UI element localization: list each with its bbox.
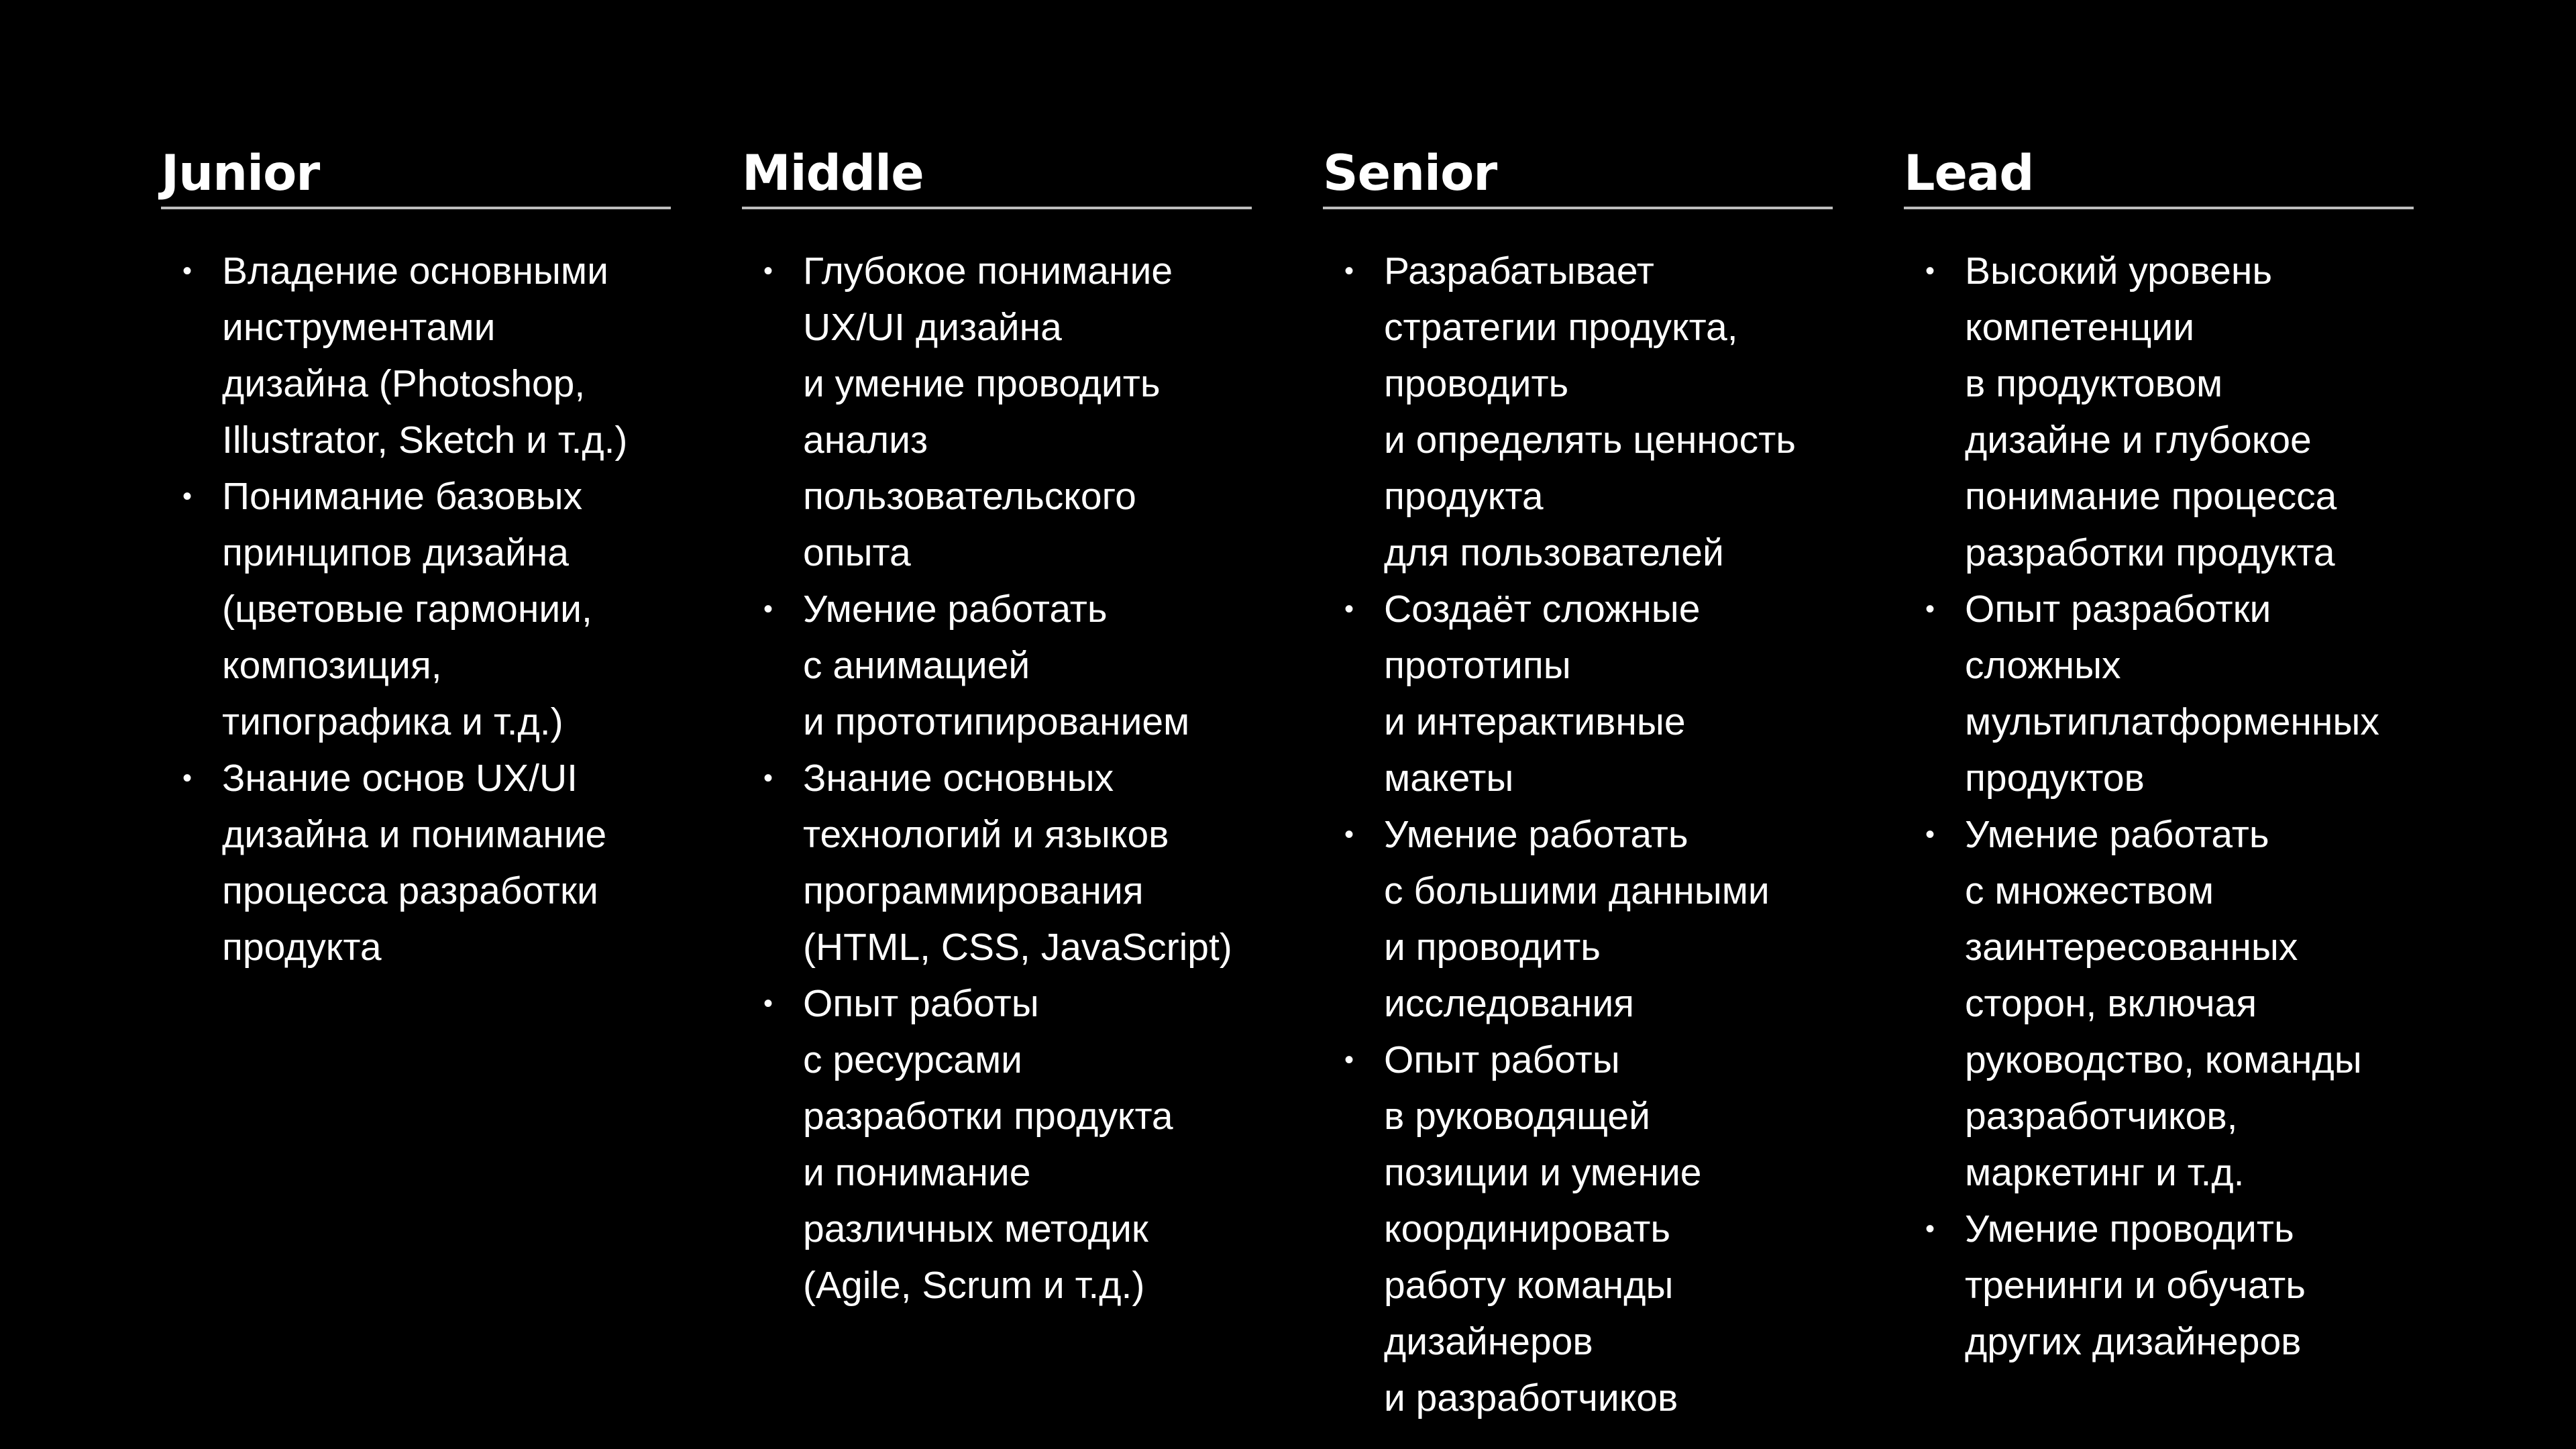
skill-text: Владение основными инструментами дизайна (Photoshop, Illustrator, Sketch и т.д.) bbox=[222, 250, 628, 462]
skill-text: Понимание базовых принципов дизайна (цветовые гармонии, композиция, типографика и т.д.) bbox=[222, 475, 592, 743]
bullet-icon: • bbox=[763, 256, 773, 286]
skill-text: Опыт работы с ресурсами разработки продукта и понимание различных методик (Agile, Scrum и т.д.) bbox=[803, 982, 1173, 1307]
bullet-icon: • bbox=[1344, 1045, 1354, 1075]
skill-item bbox=[742, 750, 1252, 975]
column-divider bbox=[1323, 207, 1833, 209]
skill-list-senior bbox=[1323, 243, 1833, 1426]
skill-item bbox=[742, 581, 1252, 750]
skill-text: Умение проводить тренинги и обучать других дизайнеров bbox=[1965, 1208, 2306, 1363]
column-title-senior: Senior bbox=[1323, 145, 1497, 202]
skill-text: Знание основных технологий и языков программирования (HTML, CSS, JavaScript) bbox=[803, 757, 1232, 969]
bullet-icon: • bbox=[763, 989, 773, 1018]
bullet-icon: • bbox=[1925, 256, 1935, 286]
skill-item bbox=[742, 243, 1252, 581]
bullet-icon: • bbox=[1344, 820, 1354, 849]
skill-text: Умение работать с анимацией и прототипированием bbox=[803, 588, 1190, 743]
bullet-icon: • bbox=[1344, 256, 1354, 286]
skill-item bbox=[1323, 243, 1833, 581]
skill-text: Создаёт сложные прототипы и интерактивные макеты bbox=[1384, 588, 1701, 800]
skill-item bbox=[161, 243, 671, 468]
skill-text: Опыт работы в руководящей позиции и умение координировать работу команды дизайнеров и разработчиков bbox=[1384, 1038, 1702, 1419]
column-lead bbox=[1904, 141, 2414, 1370]
column-divider bbox=[161, 207, 671, 209]
bullet-icon: • bbox=[182, 256, 193, 286]
skill-text: Разрабатывает стратегии продукта, проводить и определять ценность продукта для пользователей bbox=[1384, 250, 1796, 574]
skill-item bbox=[1904, 243, 2414, 581]
skill-list-middle bbox=[742, 243, 1252, 1313]
column-junior bbox=[161, 141, 671, 975]
skill-item bbox=[1904, 581, 2414, 806]
column-middle bbox=[742, 141, 1252, 1313]
skill-item bbox=[1904, 1201, 2414, 1370]
skill-text: Умение работать с множеством заинтересованных сторон, включая руководство, команды разработчиков, маркетинг и т.д. bbox=[1965, 813, 2362, 1194]
skill-item bbox=[742, 975, 1252, 1313]
skill-item bbox=[1904, 806, 2414, 1201]
bullet-icon: • bbox=[1925, 594, 1935, 624]
bullet-icon: • bbox=[763, 594, 773, 624]
skill-item bbox=[1323, 1032, 1833, 1426]
bullet-icon: • bbox=[1344, 594, 1354, 624]
skill-item bbox=[1323, 581, 1833, 806]
skill-text: Умение работать с большими данными и проводить исследования bbox=[1384, 813, 1770, 1025]
skill-item bbox=[161, 468, 671, 750]
bullet-icon: • bbox=[182, 763, 193, 793]
column-title-lead: Lead bbox=[1904, 145, 2034, 202]
bullet-icon: • bbox=[763, 763, 773, 793]
column-senior bbox=[1323, 141, 1833, 1426]
column-title-middle: Middle bbox=[742, 145, 924, 202]
column-divider bbox=[1904, 207, 2414, 209]
skill-text: Высокий уровень компетенции в продуктовом дизайне и глубокое понимание процесса разработки продукта bbox=[1965, 250, 2337, 574]
bullet-icon: • bbox=[1925, 1214, 1935, 1244]
skill-list-junior bbox=[161, 243, 671, 975]
skill-text: Опыт разработки сложных мультиплатформенных продуктов bbox=[1965, 588, 2379, 800]
column-divider bbox=[742, 207, 1252, 209]
skill-text: Глубокое понимание UX/UI дизайна и умение проводить анализ пользовательского опыта bbox=[803, 250, 1173, 574]
bullet-icon: • bbox=[1925, 820, 1935, 849]
bullet-icon: • bbox=[182, 482, 193, 511]
skill-list-lead bbox=[1904, 243, 2414, 1370]
skill-item bbox=[1323, 806, 1833, 1032]
column-title-junior: Junior bbox=[161, 145, 320, 202]
skill-item bbox=[161, 750, 671, 975]
skill-text: Знание основ UX/UI дизайна и понимание процесса разработки продукта bbox=[222, 757, 607, 969]
